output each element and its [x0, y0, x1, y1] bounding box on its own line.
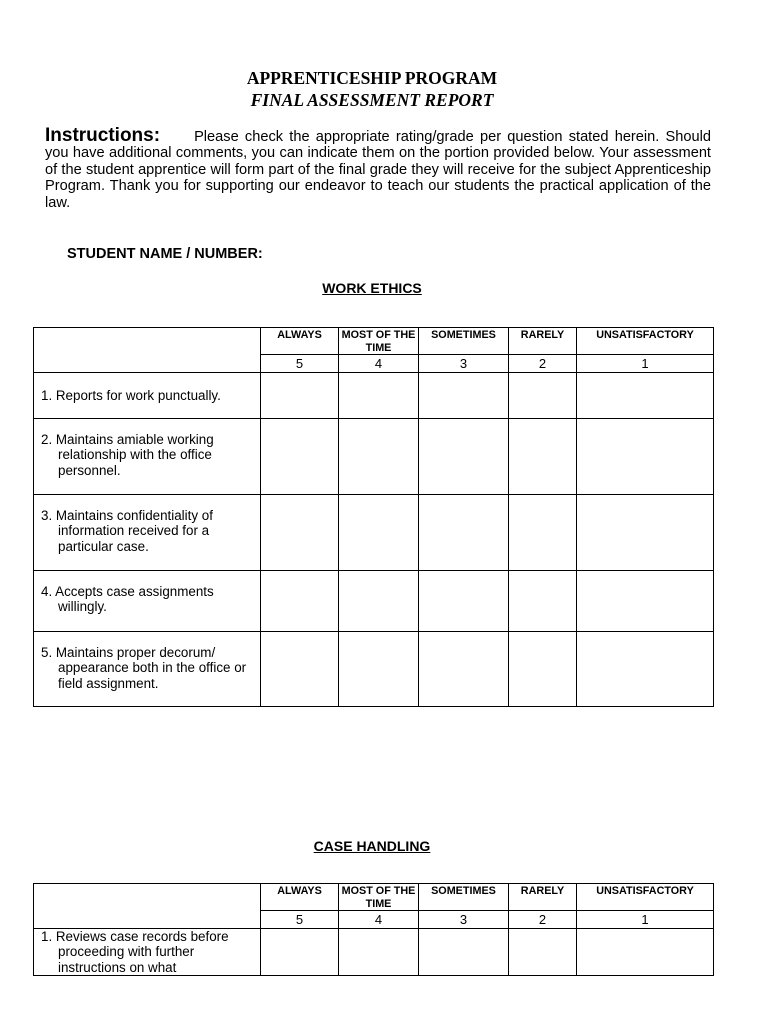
rating-checkbox-3[interactable] — [419, 632, 509, 707]
rating-value-1: 1 — [577, 911, 714, 929]
rating-checkbox-1[interactable] — [577, 632, 714, 707]
question-row — [34, 571, 714, 632]
student-name-number-label: STUDENT NAME / NUMBER: — [67, 246, 263, 262]
rating-checkbox-4[interactable] — [339, 929, 419, 976]
rating-label-unsatisfactory: UNSATISFACTORY — [577, 884, 714, 911]
question-row — [34, 632, 714, 707]
report-subtitle: FINAL ASSESSMENT REPORT — [250, 90, 494, 110]
question-text: 2. Maintains amiable working relationship with the office personnel. — [34, 419, 261, 495]
question-row — [34, 929, 714, 976]
rating-checkbox-1[interactable] — [577, 571, 714, 632]
header-blank-cell — [34, 328, 261, 373]
rating-checkbox-1[interactable] — [577, 495, 714, 571]
rating-checkbox-2[interactable] — [509, 929, 577, 976]
rating-checkbox-3[interactable] — [419, 373, 509, 419]
rating-checkbox-5[interactable] — [261, 495, 339, 571]
rating-value-3: 3 — [419, 911, 509, 929]
rating-value-4: 4 — [339, 355, 419, 373]
rating-checkbox-3[interactable] — [419, 419, 509, 495]
rating-checkbox-4[interactable] — [339, 571, 419, 632]
rating-label-most-of-the-time: MOST OF THE TIME — [339, 328, 419, 355]
rating-checkbox-2[interactable] — [509, 495, 577, 571]
rating-checkbox-1[interactable] — [577, 373, 714, 419]
rating-label-most-of-the-time: MOST OF THE TIME — [339, 884, 419, 911]
question-row — [34, 373, 714, 419]
rating-checkbox-5[interactable] — [261, 419, 339, 495]
case-handling-table — [33, 883, 714, 976]
rating-checkbox-3[interactable] — [419, 495, 509, 571]
work-ethics-table — [33, 327, 714, 707]
rating-label-always: ALWAYS — [261, 884, 339, 911]
instructions-label: Instructions: — [45, 125, 161, 146]
question-text: 1. Reports for work punctually. — [34, 373, 261, 419]
rating-checkbox-1[interactable] — [577, 929, 714, 976]
rating-checkbox-3[interactable] — [419, 571, 509, 632]
rating-checkbox-5[interactable] — [261, 632, 339, 707]
rating-checkbox-4[interactable] — [339, 632, 419, 707]
rating-label-rarely: RARELY — [509, 884, 577, 911]
rating-checkbox-4[interactable] — [339, 373, 419, 419]
rating-value-2: 2 — [509, 355, 577, 373]
question-text: 1. Reviews case records before proceeding with further instructions on what — [34, 929, 261, 976]
rating-checkbox-2[interactable] — [509, 571, 577, 632]
rating-value-3: 3 — [419, 355, 509, 373]
rating-checkbox-5[interactable] — [261, 571, 339, 632]
section-heading-work-ethics: WORK ETHICS — [322, 280, 422, 296]
question-text: 4. Accepts case assignments willingly. — [34, 571, 261, 632]
rating-label-sometimes: SOMETIMES — [419, 328, 509, 355]
question-text: 3. Maintains confidentiality of information received for a particular case. — [34, 495, 261, 571]
question-row — [34, 495, 714, 571]
rating-value-5: 5 — [261, 355, 339, 373]
report-title: APPRENTICESHIP PROGRAM — [246, 68, 498, 88]
rating-checkbox-2[interactable] — [509, 632, 577, 707]
rating-checkbox-3[interactable] — [419, 929, 509, 976]
rating-checkbox-4[interactable] — [339, 419, 419, 495]
section-heading-case-handling: CASE HANDLING — [313, 838, 431, 854]
rating-checkbox-4[interactable] — [339, 495, 419, 571]
question-text: 5. Maintains proper decorum/ appearance both in the office or field assignment. — [34, 632, 261, 707]
instructions-text: Please check the appropriate rating/grade per question stated herein. Should you have additional comments, you can indicate them on the portion provided below. Your assessment of the student apprentice will form part of the final grade they will receive for the subject Apprenticeship Program. Thank you for supporting our endeavor to teach our students the practical application of the law. — [45, 129, 711, 211]
rating-checkbox-5[interactable] — [261, 929, 339, 976]
rating-value-2: 2 — [509, 911, 577, 929]
rating-checkbox-2[interactable] — [509, 373, 577, 419]
rating-label-rarely: RARELY — [509, 328, 577, 355]
rating-value-1: 1 — [577, 355, 714, 373]
rating-checkbox-5[interactable] — [261, 373, 339, 419]
rating-label-sometimes: SOMETIMES — [419, 884, 509, 911]
instructions-paragraph — [45, 125, 711, 211]
rating-value-5: 5 — [261, 911, 339, 929]
rating-label-unsatisfactory: UNSATISFACTORY — [577, 328, 714, 355]
rating-checkbox-1[interactable] — [577, 419, 714, 495]
header-blank-cell — [34, 884, 261, 929]
rating-value-4: 4 — [339, 911, 419, 929]
rating-label-always: ALWAYS — [261, 328, 339, 355]
question-row — [34, 419, 714, 495]
rating-checkbox-2[interactable] — [509, 419, 577, 495]
rating-header-row — [34, 884, 714, 911]
rating-header-row — [34, 328, 714, 355]
